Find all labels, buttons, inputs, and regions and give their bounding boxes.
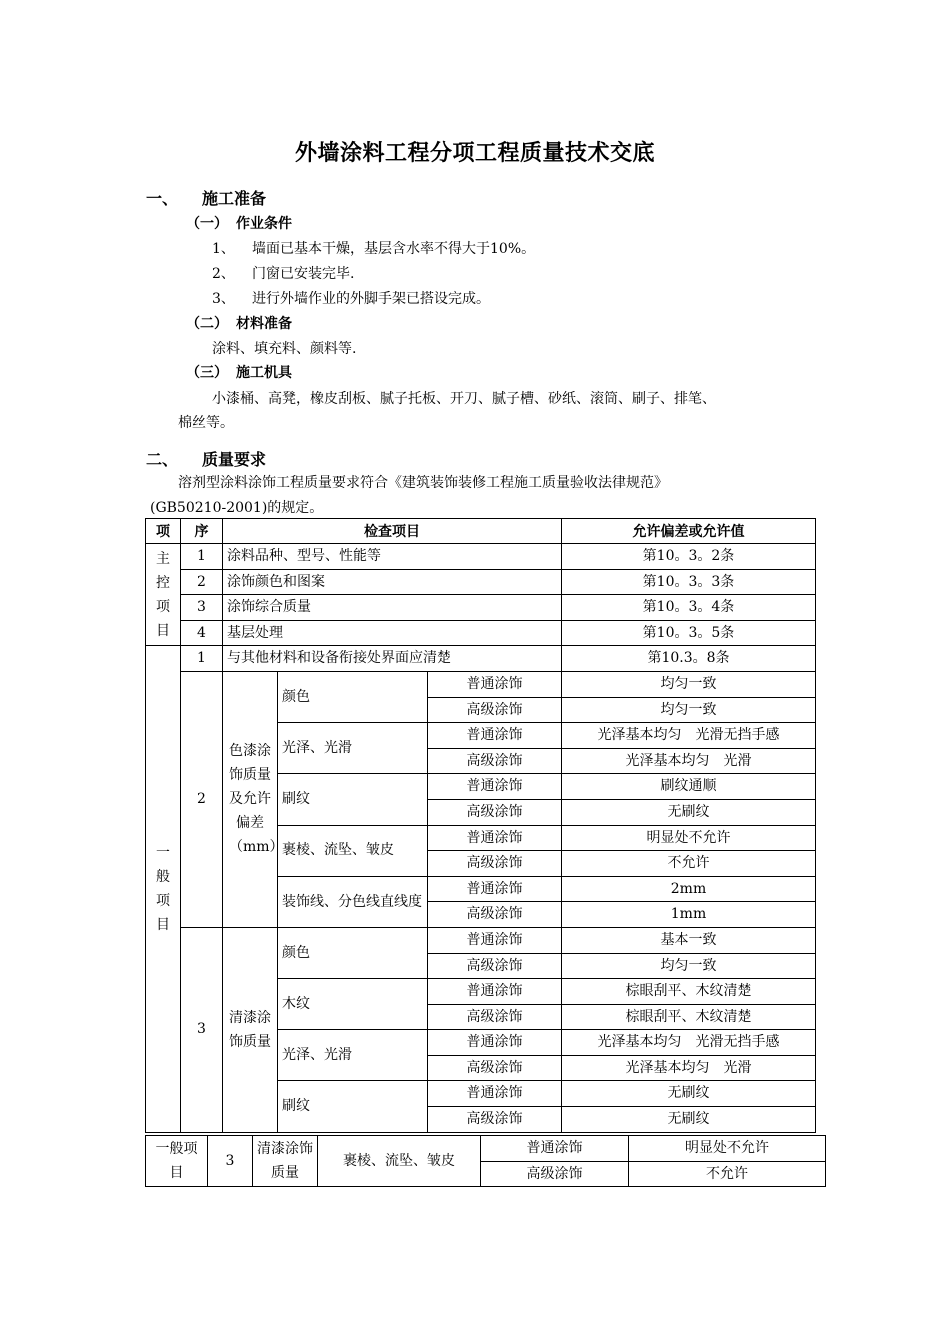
value-cell: 均匀一致 (562, 697, 816, 723)
materials-text: 涂料、填充料、颜料等. (212, 341, 357, 357)
table-row (146, 620, 816, 646)
page-title: 外墙涂料工程分项工程质量技术交底 (294, 141, 655, 166)
sub2-number: （二） (186, 316, 228, 332)
grade-cell: 普通涂饰 (428, 1030, 562, 1056)
grade-cell: 高级涂饰 (428, 902, 562, 928)
value-cell: 2mm (562, 876, 816, 902)
value-cell: 基本一致 (562, 927, 816, 953)
value-cell: 无刷纹 (562, 799, 816, 825)
check-item: 刷纹 (278, 1081, 428, 1132)
check-item: 裹棱、流坠、皱皮 (278, 825, 428, 876)
row-value: 第10。3。3条 (562, 569, 816, 595)
check-item: 木纹 (278, 979, 428, 1030)
sub2-heading (186, 313, 292, 333)
value-cell: 均匀一致 (562, 953, 816, 979)
group3-label: 清漆涂饰质量 (223, 927, 278, 1132)
condition-item-3 (212, 288, 490, 308)
check-item: 刷纹 (278, 774, 428, 825)
table-row (146, 646, 816, 672)
value-cell: 均匀一致 (562, 671, 816, 697)
grade-cell: 高级涂饰 (428, 748, 562, 774)
grade-cell: 普通涂饰 (428, 671, 562, 697)
table-row (146, 544, 816, 570)
tail-label: 一般项目 (146, 1136, 208, 1187)
continuation-table (145, 1135, 826, 1187)
value-cell: 1mm (562, 902, 816, 928)
row-value: 第10。3。5条 (562, 620, 816, 646)
value-cell: 无刷纹 (562, 1107, 816, 1133)
condition-item-1 (212, 238, 535, 258)
sub3-heading (186, 362, 292, 382)
row-seq: 1 (181, 544, 223, 570)
row-seq: 1 (181, 646, 223, 672)
row-seq: 4 (181, 620, 223, 646)
quality-text-line2: (GB50210-2001)的规定。 (150, 500, 324, 516)
value-cell: 无刷纹 (562, 1081, 816, 1107)
sub3-number: （三） (186, 365, 228, 381)
grade-cell: 高级涂饰 (481, 1161, 629, 1187)
value-cell: 光泽基本均匀 光滑无挡手感 (562, 1030, 816, 1056)
value-cell: 明显处不允许 (629, 1136, 826, 1162)
grade-cell: 高级涂饰 (428, 1107, 562, 1133)
sub2-title: 材料准备 (236, 316, 292, 332)
row-item: 涂饰综合质量 (223, 595, 562, 621)
value-cell: 光泽基本均匀 光滑 (562, 748, 816, 774)
table-row (146, 927, 816, 953)
condition-item-text: 进行外墙作业的外脚手架已搭设完成。 (252, 291, 490, 307)
sub1-title: 作业条件 (236, 216, 292, 232)
tail-item: 裹棱、流坠、皱皮 (318, 1136, 481, 1187)
grade-cell: 普通涂饰 (428, 723, 562, 749)
row-seq: 2 (181, 569, 223, 595)
row-item: 涂饰颜色和图案 (223, 569, 562, 595)
grade-cell: 高级涂饰 (428, 851, 562, 877)
quality-table (145, 518, 816, 1133)
table-row (146, 671, 816, 697)
check-item: 颜色 (278, 927, 428, 978)
header-seq: 序 (181, 519, 223, 544)
row-value: 第10。3。2条 (562, 544, 816, 570)
grade-cell: 普通涂饰 (428, 876, 562, 902)
row-item: 涂料品种、型号、性能等 (223, 544, 562, 570)
grade-cell: 高级涂饰 (428, 1004, 562, 1030)
table-row (146, 595, 816, 621)
tools-text-line1: 小漆桶、高凳，橡皮刮板、腻子托板、开刀、腻子槽、砂纸、滚筒、刷子、排笔、 (212, 391, 716, 407)
grade-cell: 普通涂饰 (428, 825, 562, 851)
check-item: 光泽、光滑 (278, 1030, 428, 1081)
row-item: 与其他材料和设备衔接处界面应清楚 (223, 646, 562, 672)
section2-heading (146, 447, 266, 470)
sub1-heading (186, 213, 292, 233)
condition-item-number: 3、 (212, 291, 235, 307)
value-cell: 刷纹通顺 (562, 774, 816, 800)
grade-cell: 高级涂饰 (428, 953, 562, 979)
section1-title: 施工准备 (202, 189, 267, 208)
row-value: 第10.3。8条 (562, 646, 816, 672)
grade-cell: 普通涂饰 (428, 979, 562, 1005)
condition-item-number: 2、 (212, 266, 235, 282)
value-cell: 棕眼刮平、木纹清楚 (562, 979, 816, 1005)
general-items-label: 一般项目 (146, 646, 181, 1132)
value-cell: 明显处不允许 (562, 825, 816, 851)
row-value: 第10。3。4条 (562, 595, 816, 621)
grade-cell: 普通涂饰 (428, 774, 562, 800)
section1-number: 一、 (146, 189, 179, 208)
row-item: 基层处理 (223, 620, 562, 646)
check-item: 装饰线、分色线直线度 (278, 876, 428, 927)
grade-cell: 普通涂饰 (428, 1081, 562, 1107)
tail-seq: 3 (208, 1136, 253, 1187)
main-control-label: 主控项目 (146, 544, 181, 646)
group2-seq: 2 (181, 671, 223, 927)
header-check-item: 检查项目 (223, 519, 562, 544)
table-header-row (146, 519, 816, 544)
grade-cell: 高级涂饰 (428, 799, 562, 825)
row-seq: 3 (181, 595, 223, 621)
check-item: 颜色 (278, 671, 428, 722)
section2-title: 质量要求 (202, 450, 267, 469)
value-cell: 不允许 (629, 1161, 826, 1187)
quality-text-line1: 溶剂型涂料涂饰工程质量要求符合《建筑装饰装修工程施工质量验收法律规范》 (178, 475, 668, 491)
condition-item-2 (212, 263, 354, 283)
grade-cell: 普通涂饰 (428, 927, 562, 953)
section1-heading (146, 186, 266, 209)
sub1-number: （一） (186, 216, 228, 232)
tools-text-line2: 棉丝等。 (178, 415, 234, 431)
check-item: 光泽、光滑 (278, 723, 428, 774)
condition-item-number: 1、 (212, 241, 235, 257)
condition-item-text: 门窗已安装完毕. (252, 266, 355, 282)
header-allowed-value: 允许偏差或允许值 (562, 519, 816, 544)
value-cell: 光泽基本均匀 光滑 (562, 1055, 816, 1081)
grade-cell: 高级涂饰 (428, 1055, 562, 1081)
value-cell: 棕眼刮平、木纹清楚 (562, 1004, 816, 1030)
sub3-title: 施工机具 (236, 365, 292, 381)
header-category: 项 (146, 519, 181, 544)
condition-item-text: 墙面已基本干燥，基层含水率不得大于10%。 (252, 241, 536, 257)
value-cell: 不允许 (562, 851, 816, 877)
grade-cell: 高级涂饰 (428, 697, 562, 723)
table-row (146, 569, 816, 595)
group3-seq: 3 (181, 927, 223, 1132)
section2-number: 二、 (146, 450, 179, 469)
tail-group: 清漆涂饰质量 (253, 1136, 318, 1187)
group2-label: 色漆涂饰质量及允许偏差（mm） (223, 671, 278, 927)
table-row (146, 1136, 826, 1162)
value-cell: 光泽基本均匀 光滑无挡手感 (562, 723, 816, 749)
grade-cell: 普通涂饰 (481, 1136, 629, 1162)
